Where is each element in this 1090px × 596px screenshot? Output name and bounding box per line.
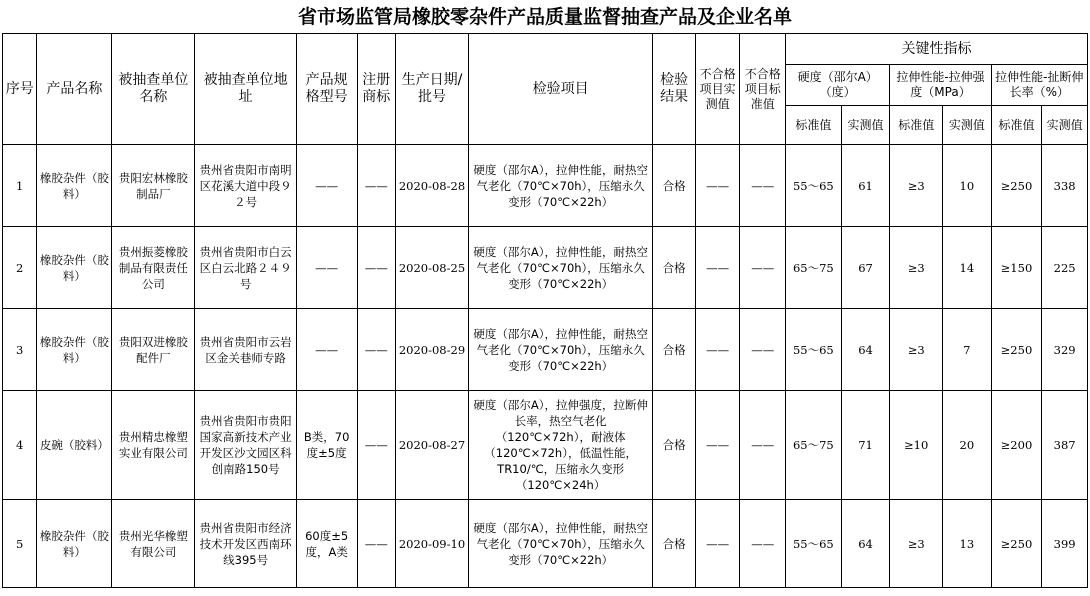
row-result: 合格	[653, 309, 696, 391]
header-hardness-meas: 实测值	[841, 106, 890, 145]
row-date: 2020-09-10	[396, 500, 469, 588]
row-items: 硬度（邵尔A），拉伸性能，耐热空气老化（70℃×70h），压缩永久变形（70℃×22h）	[468, 227, 652, 309]
header-address: 被抽查单位地址	[195, 34, 296, 145]
row-trademark: ——	[357, 227, 395, 309]
row-spec: B类，70度±5度	[296, 391, 357, 500]
row-elongation-meas: 338	[1042, 145, 1088, 227]
row-tensile-std: ≥3	[890, 227, 943, 309]
row-fail-measured: ——	[695, 391, 740, 500]
row-address: 贵州省贵阳市南明区花溪大道中段９２号	[195, 145, 296, 227]
header-company: 被抽查单位名称	[112, 34, 195, 145]
header-no: 序号	[3, 34, 37, 145]
row-product: 橡胶杂件（胶料）	[37, 227, 112, 309]
row-company: 贵州精忠橡塑实业有限公司	[112, 391, 195, 500]
row-trademark: ——	[357, 391, 395, 500]
row-hardness-std: 65～75	[786, 391, 842, 500]
row-fail-measured: ——	[695, 227, 740, 309]
row-hardness-meas: 64	[841, 500, 890, 588]
row-tensile-meas: 20	[943, 391, 992, 500]
row-date: 2020-08-28	[396, 145, 469, 227]
row-tensile-std: ≥10	[890, 391, 943, 500]
header-tensile-std: 标准值	[890, 106, 943, 145]
row-tensile-meas: 7	[943, 309, 992, 391]
row-fail-standard: ——	[740, 391, 786, 500]
row-date: 2020-08-29	[396, 309, 469, 391]
row-tensile-std: ≥3	[890, 500, 943, 588]
row-address: 贵州省贵阳市贵阳国家高新技术产业开发区沙文园区科创南路150号	[195, 391, 296, 500]
row-product: 皮碗（胶料）	[37, 391, 112, 500]
row-fail-standard: ——	[740, 227, 786, 309]
row-spec: ——	[296, 309, 357, 391]
header-product: 产品名称	[37, 34, 112, 145]
row-elongation-meas: 399	[1042, 500, 1088, 588]
row-tensile-meas: 10	[943, 145, 992, 227]
row-no: 5	[3, 500, 37, 588]
row-trademark: ——	[357, 309, 395, 391]
row-elongation-meas: 387	[1042, 391, 1088, 500]
row-tensile-meas: 13	[943, 500, 992, 588]
header-trademark: 注册商标	[357, 34, 395, 145]
row-date: 2020-08-27	[396, 391, 469, 500]
row-fail-measured: ——	[695, 145, 740, 227]
row-elongation-std: ≥150	[991, 227, 1042, 309]
row-company: 贵州振菱橡胶制品有限责任公司	[112, 227, 195, 309]
row-hardness-meas: 61	[841, 145, 890, 227]
document-title: 省市场监管局橡胶零杂件产品质量监督抽查产品及企业名单	[297, 6, 792, 28]
row-elongation-meas: 329	[1042, 309, 1088, 391]
header-elongation-std: 标准值	[991, 106, 1042, 145]
header-date: 生产日期/批号	[396, 34, 469, 145]
row-elongation-meas: 225	[1042, 227, 1088, 309]
table-row	[3, 391, 1088, 500]
row-company: 贵阳双进橡胶配件厂	[112, 309, 195, 391]
row-items: 硬度（邵尔A），拉伸性能，耐热空气老化（70℃×70h），压缩永久变形（70℃×22h）	[468, 309, 652, 391]
table-row	[3, 227, 1088, 309]
row-fail-standard: ——	[740, 309, 786, 391]
row-result: 合格	[653, 227, 696, 309]
row-fail-standard: ——	[740, 500, 786, 588]
row-hardness-meas: 71	[841, 391, 890, 500]
header-fail-standard: 不合格项目标准值	[740, 34, 786, 145]
table-row	[3, 145, 1088, 227]
row-product: 橡胶杂件（胶料）	[37, 145, 112, 227]
header-key-indicators: 关键性指标	[786, 34, 1088, 65]
header-elongation: 拉伸性能-扯断伸长率（%）	[991, 65, 1087, 106]
row-result: 合格	[653, 391, 696, 500]
row-elongation-std: ≥250	[991, 145, 1042, 227]
row-hardness-meas: 67	[841, 227, 890, 309]
row-no: 4	[3, 391, 37, 500]
header-hardness: 硬度（邵尔A）（度）	[786, 65, 890, 106]
header-tensile-meas: 实测值	[943, 106, 992, 145]
row-tensile-std: ≥3	[890, 309, 943, 391]
row-hardness-std: 65～75	[786, 227, 842, 309]
row-elongation-std: ≥250	[991, 309, 1042, 391]
row-hardness-meas: 64	[841, 309, 890, 391]
header-result: 检验结果	[653, 34, 696, 145]
row-hardness-std: 55～65	[786, 145, 842, 227]
row-product: 橡胶杂件（胶料）	[37, 309, 112, 391]
header-spec: 产品规格型号	[296, 34, 357, 145]
table-row	[3, 309, 1088, 391]
row-trademark: ——	[357, 145, 395, 227]
row-spec: ——	[296, 145, 357, 227]
table-row	[3, 500, 1088, 588]
row-fail-measured: ——	[695, 500, 740, 588]
row-address: 贵州省贵阳市经济技术开发区西南环线395号	[195, 500, 296, 588]
inspection-table	[2, 33, 1088, 588]
row-items: 硬度（邵尔A），拉伸性能，耐热空气老化（70℃×70h），压缩永久变形（70℃×22h）	[468, 500, 652, 588]
row-fail-measured: ——	[695, 309, 740, 391]
row-items: 硬度（邵尔A），拉伸性能，耐热空气老化（70℃×70h），压缩永久变形（70℃×22h）	[468, 145, 652, 227]
row-hardness-std: 55～65	[786, 500, 842, 588]
row-result: 合格	[653, 500, 696, 588]
row-address: 贵州省贵阳市白云区白云北路２４９号	[195, 227, 296, 309]
header-fail-measured: 不合格项目实测值	[695, 34, 740, 145]
row-date: 2020-08-25	[396, 227, 469, 309]
row-trademark: ——	[357, 500, 395, 588]
row-product: 橡胶杂件（胶料）	[37, 500, 112, 588]
row-tensile-meas: 14	[943, 227, 992, 309]
row-elongation-std: ≥200	[991, 391, 1042, 500]
row-result: 合格	[653, 145, 696, 227]
row-fail-standard: ——	[740, 145, 786, 227]
header-elongation-meas: 实测值	[1042, 106, 1088, 145]
row-items: 硬度（邵尔A），拉伸强度，拉断伸长率，热空气老化（120℃×72h），耐液体（120℃×72h），低温性能，TR10/℃，压缩永久变形（120℃×24h）	[468, 391, 652, 500]
row-spec: 60度±5度，A类	[296, 500, 357, 588]
header-items: 检验项目	[468, 34, 652, 145]
header-hardness-std: 标准值	[786, 106, 842, 145]
row-company: 贵阳宏林橡胶制品厂	[112, 145, 195, 227]
row-spec: ——	[296, 227, 357, 309]
row-hardness-std: 55～65	[786, 309, 842, 391]
row-no: 2	[3, 227, 37, 309]
header-tensile-strength: 拉伸性能-拉伸强度（MPa）	[890, 65, 991, 106]
row-no: 1	[3, 145, 37, 227]
row-elongation-std: ≥250	[991, 500, 1042, 588]
row-no: 3	[3, 309, 37, 391]
row-tensile-std: ≥3	[890, 145, 943, 227]
row-company: 贵州光华橡塑有限公司	[112, 500, 195, 588]
row-address: 贵州省贵阳市云岩区金关巷师专路	[195, 309, 296, 391]
